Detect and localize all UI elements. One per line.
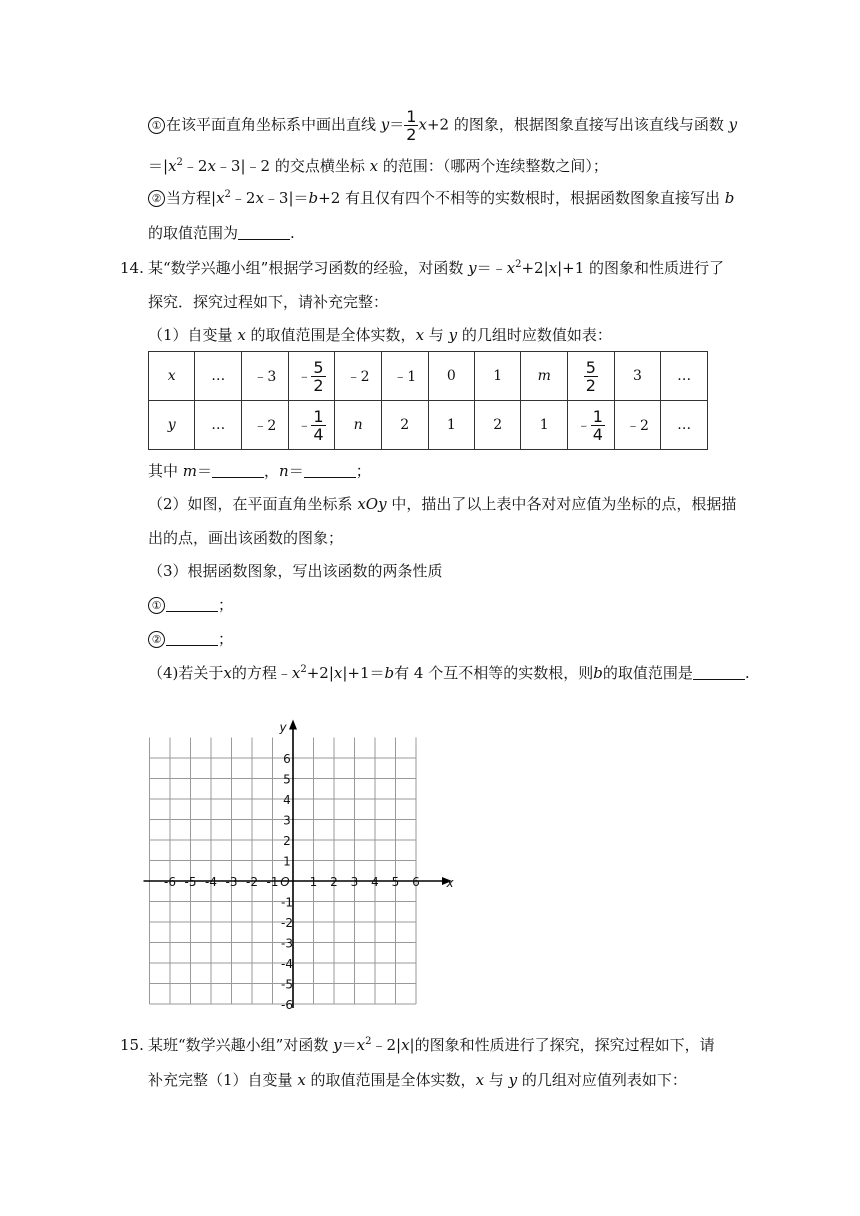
q15-line2: 补充完整（1）自变量 x 的取值范围是全体实数，x 与 y 的几组对应值列表如下：: [148, 1071, 687, 1089]
question-14-number: 14.: [120, 259, 144, 277]
table-cell-x-9: 3: [614, 352, 661, 401]
table-cell-y-2: ﹣ $\frac{1}{4}$: [288, 401, 335, 450]
answer-blank-m[interactable]: [212, 463, 264, 478]
x-tick-label: -4: [205, 875, 217, 889]
answer-blank-b-range[interactable]: [693, 665, 745, 680]
y-tick-label: -4: [281, 957, 293, 971]
y-tick-label: 5: [283, 772, 291, 787]
q14-line1: 某“数学兴趣小组”根据学习函数的经验，对函数 $y=﹣x^2+2|x|+1$ 的图象和性质进行了: [148, 259, 725, 277]
q14-after-table: 其中 m＝ ，n＝ ；: [148, 462, 371, 480]
q14-part1: （1）自变量 x 的取值范围是全体实数，x 与 y 的几组时应数值如表：: [148, 326, 612, 344]
table-cell-x-0: …: [195, 352, 242, 401]
table-cell-x-5: 0: [428, 352, 474, 401]
x-tick-label: 6: [412, 875, 420, 889]
x-tick-label: 3: [350, 875, 359, 889]
x-axis-label: x: [446, 876, 454, 890]
answer-blank-property2[interactable]: [166, 631, 218, 646]
q14-line2: 探究．探究过程如下，请补充完整：: [148, 293, 389, 311]
q14-part4: （4)若关于x的方程$﹣x^2+2|x|+1=b$有 4 个互不相等的实数根，则b的取值范围是 .: [148, 664, 750, 682]
y-tick-label: -2: [281, 916, 293, 930]
table-cell-x-8: $\frac{5}{2}$: [568, 352, 615, 401]
item2-line2: 的取值范围为 .: [148, 224, 295, 242]
table-header-x: x: [149, 352, 195, 401]
y-tick-label: 3: [283, 813, 291, 828]
q14-part2-line2: 出的点，画出该函数的图象；: [148, 529, 344, 547]
table-cell-y-10: …: [661, 401, 708, 450]
table-cell-x-10: …: [661, 352, 708, 401]
y-axis-label: y: [279, 720, 287, 735]
x-tick-label: 4: [371, 875, 379, 889]
y-tick-label: -6: [281, 998, 293, 1012]
x-tick-label: 2: [330, 875, 338, 889]
y-axis-arrow: [289, 720, 297, 730]
table-cell-y-9: ﹣2: [614, 401, 661, 450]
table-cell-y-6: 2: [475, 401, 521, 450]
q14-property-1: ① ；: [148, 594, 233, 616]
table-cell-x-7: m: [521, 352, 568, 401]
table-header-y: y: [149, 401, 195, 450]
circled-two: ②: [148, 190, 165, 207]
table-cell-x-1: ﹣3: [242, 352, 289, 401]
table-cell-y-8: ﹣ $\frac{1}{4}$: [568, 401, 615, 450]
item1-line1: ① 在该平面直角坐标系中画出直线 y＝ $\frac{1}{2}$ x+2 的图象，根据图象直接写出该直线与函数 y: [148, 108, 737, 143]
y-tick-label: -5: [281, 977, 293, 992]
table-cell-x-4: ﹣1: [381, 352, 428, 401]
q15-line1: 某班“数学兴趣小组”对函数 $y=x^2﹣2|x|$的图象和性质进行了探究，探究过程如下，请: [148, 1036, 715, 1054]
q14-part3: （3）根据函数图象，写出该函数的两条性质: [148, 562, 443, 580]
tick-labels: [164, 721, 454, 1013]
answer-blank[interactable]: [238, 225, 290, 240]
question-15-number: 15.: [120, 1036, 144, 1054]
x-tick-label: 1: [309, 875, 318, 889]
table-cell-y-3: n: [335, 401, 382, 450]
x-tick-label: -6: [164, 875, 176, 889]
table-cell-y-0: …: [195, 401, 242, 450]
x-tick-label: -5: [184, 875, 197, 889]
y-tick-label: -3: [281, 936, 293, 951]
x-tick-label: -1: [266, 875, 279, 889]
origin-label: O: [280, 875, 290, 889]
y-tick-label: 4: [283, 793, 291, 807]
answer-blank-n[interactable]: [304, 463, 356, 478]
coordinate-grid: [140, 690, 480, 1020]
fraction-one-half: $\frac{1}{2}$: [406, 107, 417, 144]
answer-blank-property1[interactable]: [166, 597, 218, 612]
table-row-x: [149, 352, 708, 401]
axes: [144, 720, 453, 1009]
value-table: [148, 351, 708, 450]
table-cell-y-4: 2: [381, 401, 428, 450]
y-tick-label: 1: [283, 854, 291, 869]
table-cell-x-6: 1: [475, 352, 521, 401]
table-cell-x-3: ﹣2: [335, 352, 382, 401]
q14-part2: （2）如图，在平面直角坐标系 xOy 中，描出了以上表中各对对应值为坐标的点，根据描: [148, 495, 737, 513]
y-tick-label: -1: [281, 895, 293, 910]
table-cell-y-5: 1: [428, 401, 474, 450]
x-tick-label: -3: [225, 875, 238, 889]
q14-property-2: ② ；: [148, 628, 233, 650]
table-cell-y-7: 1: [521, 401, 568, 450]
table-cell-x-2: ﹣ $\frac{5}{2}$: [288, 352, 335, 401]
circled-one: ①: [148, 117, 165, 134]
x-tick-label: 5: [391, 875, 400, 889]
y-tick-label: 6: [283, 752, 291, 766]
x-tick-label: -2: [246, 875, 258, 889]
y-tick-label: 2: [283, 834, 291, 848]
table-row-y: [149, 401, 708, 450]
item1-line2: $=|x^2﹣2x﹣3|﹣2$ 的交点横坐标 x 的范围：（哪两个连续整数之间）；: [148, 157, 608, 175]
item2-line1: ② 当方程$|x^2﹣2x﹣3|=b+2$ 有且仅有四个不相等的实数根时，根据函数图象直接写出 b: [148, 187, 734, 209]
table-cell-y-1: ﹣2: [242, 401, 289, 450]
